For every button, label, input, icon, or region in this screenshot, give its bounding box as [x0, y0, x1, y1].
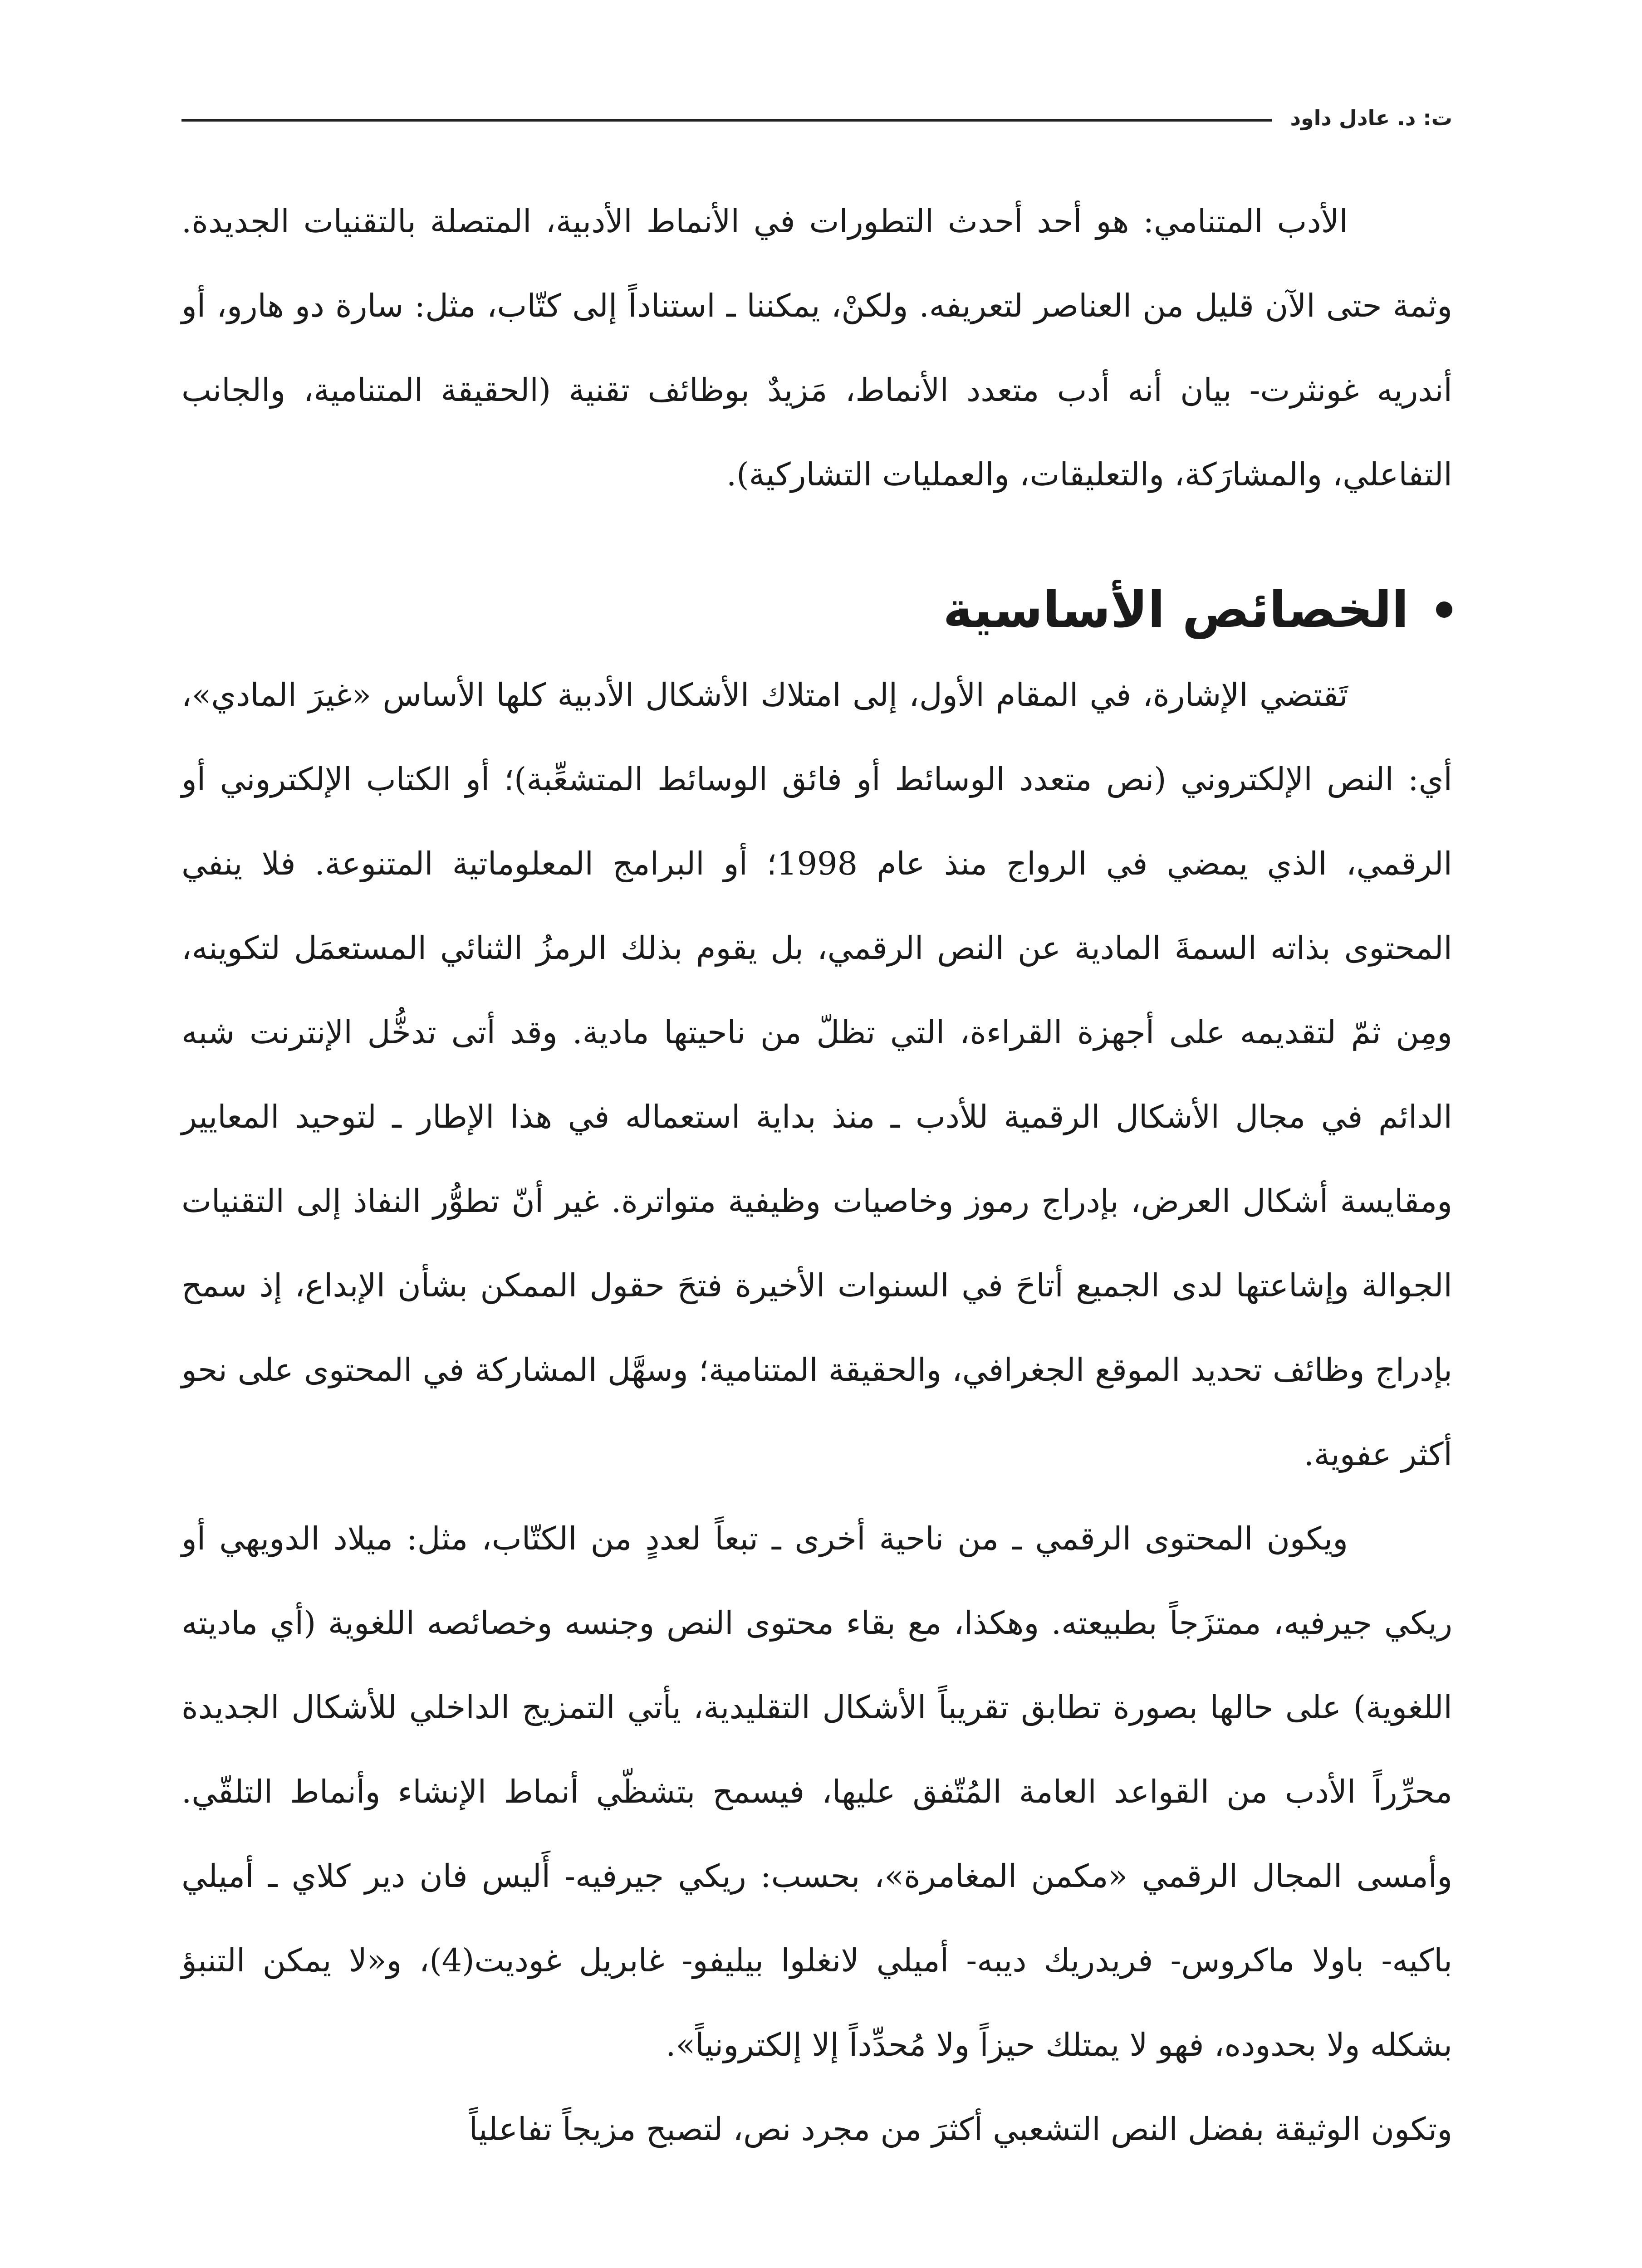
body-paragraph-3: وتكون الوثيقة بفضل النص التشعبي أكثرَ من مجرد نص، لتصبح مزيجاً تفاعلياً — [469, 2111, 1452, 2148]
running-header — [181, 98, 1452, 138]
section-heading — [181, 567, 1452, 653]
body-paragraph-2: ويكون المحتوى الرقمي ـ من ناحية أخرى ـ تبعاً لعددٍ من الكتّاب، مثل: ميلاد الدويهي أو ريكي جيرفيه، ممتزَجاً بطبيعته. وهكذا، مع بقاء محتوى النص وجنسه وخصائصه اللغوية (أي ماديته اللغوية) على حالها بصورة تطابق تقريباً الأشكال التقليدية، يأتي التمزيج الداخلي للأشكال الجديدة محرِّراً الأدب من القواعد العامة المُتّفق عليها، فيسمح بتشظّي أنماط الإنشاء وأنماط التلقّي. وأمسى المجال الرقمي «مكمن المغامرة»، بحسب: ريكي جيرفيه- أَليس فان دير كلاي ـ أميلي باكيه- باولا ماكروس- فريدريك ديبه- أميلي لانغلوا بيليفو- غابريل غوديت(4)، و«لا يمكن التنبؤ بشكله ولا بحدوده، فهو لا يمتلك حيزاً ولا مُحدِّداً إلا إلكترونياً». — [181, 1520, 1452, 2063]
intro-paragraph: الأدب المتنامي: هو أحد أحدث التطورات في الأنماط الأدبية، المتصلة بالتقنيات الجديدة. وثمة حتى الآن قليل من العناصر لتعريفه. ولكنْ، يمكننا ـ استناداً إلى كتّاب، مثل: سارة دو هارو، أو أندريه غونثرت- بيان أنه أدب متعدد الأنماط، مَزيدٌ بوظائف تقنية (الحقيقة المتنامية، والجانب التفاعلي، والمشارَكة، والتعليقات، والعمليات التشاركية). — [181, 203, 1452, 493]
article-body — [181, 179, 1452, 2171]
section-heading-text: الخصائص الأساسية — [943, 581, 1409, 639]
header-author: ت: د. عادل داود — [1290, 106, 1452, 130]
header-rule — [181, 119, 1272, 122]
bullet-icon — [1436, 601, 1452, 618]
body-paragraph-1: تَقتضي الإشارة، في المقام الأول، إلى امتلاك الأشكال الأدبية كلها الأساس «غيرَ المادي»، أي: النص الإلكتروني (نص متعدد الوسائط أو فائق الوسائط المتشعِّبة)؛ أو الكتاب الإلكتروني أو الرقمي، الذي يمضي في الرواج منذ عام 1998؛ أو البرامج المعلوماتية المتنوعة. فلا ينفي المحتوى بذاته السمةَ المادية عن النص الرقمي، بل يقوم بذلك الرمزُ الثنائي المستعمَل لتكوينه، ومِن ثمّ لتقديمه على أجهزة القراءة، التي تظلّ من ناحيتها مادية. وقد أتى تدخُّل الإنترنت شبه الدائم في مجال الأشكال الرقمية للأدب ـ منذ بداية استعماله في هذا الإطار ـ لتوحيد المعايير ومقايسة أشكال العرض، بإدراج رموز وخاصيات وظيفية متواترة. غير أنّ تطوُّر النفاذ إلى التقنيات الجوالة وإشاعتها لدى الجميع أتاحَ في السنوات الأخيرة فتحَ حقول الممكن بشأن الإبداع، إذ سمح بإدراج وظائف تحديد الموقع الجغرافي، والحقيقة المتنامية؛ وسهَّل المشاركة في المحتوى على نحو أكثر عفوية. — [181, 676, 1452, 1473]
